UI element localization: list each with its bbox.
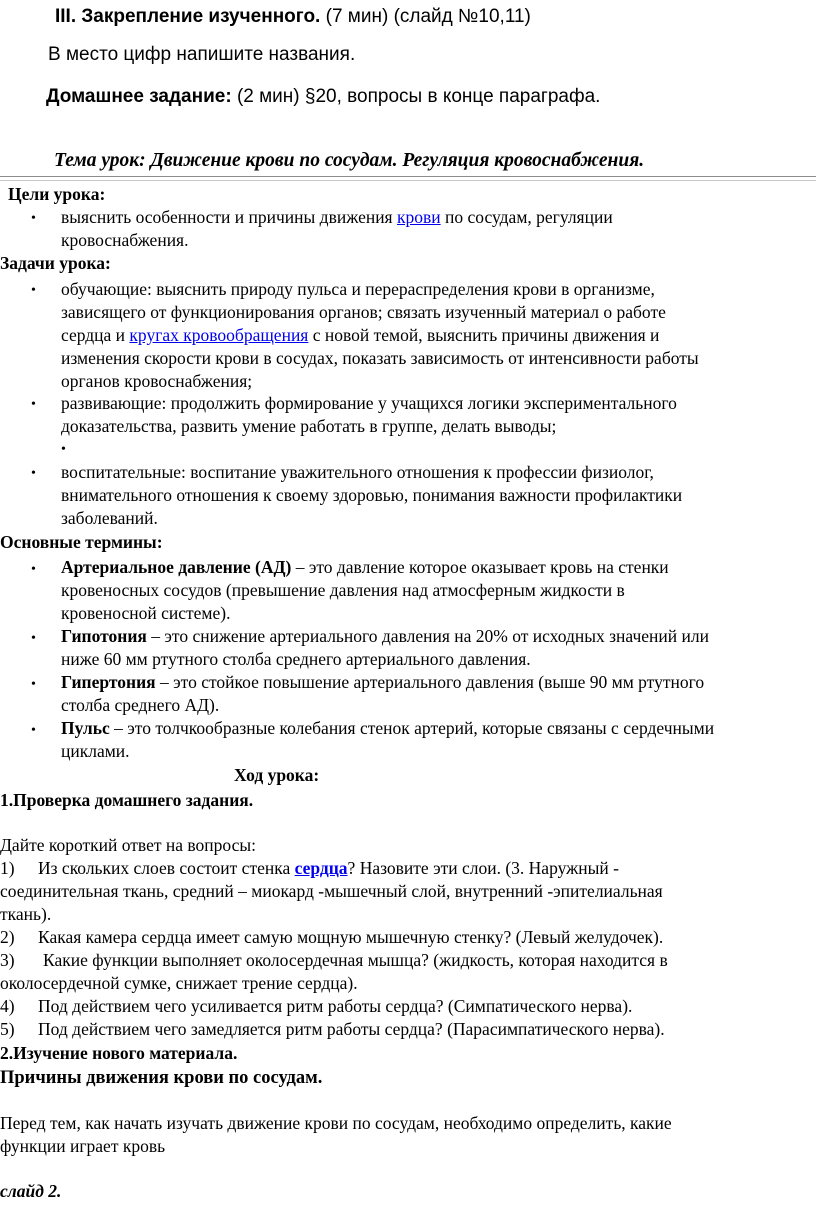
- bullet-icon: •: [31, 211, 36, 226]
- question-5-text: Под действием чего замедляется ритм работы сердца? (Парасимпатического нерва).: [38, 1019, 665, 1039]
- term-hyper-line-1: [61, 671, 704, 694]
- topic-divider-shadow: [0, 180, 816, 181]
- term-pulse-line-2: циклами.: [61, 741, 130, 761]
- section-3-heading: [55, 6, 531, 28]
- question-1-text: Из скольких слоев состоит стенка: [38, 858, 295, 878]
- task-2-line-1: развивающие: продолжить формирование у учащихся логики экспериментального: [61, 393, 677, 413]
- link-serdca[interactable]: сердца: [294, 858, 348, 878]
- bullet-icon: •: [31, 466, 36, 481]
- homework-details: (2 мин) §20, вопросы в конце параграфа.: [231, 86, 601, 107]
- section-3-title: III. Закрепление изученного.: [55, 6, 321, 27]
- question-5-num: 5): [0, 1019, 15, 1039]
- slide-label: слайд 2.: [0, 1181, 62, 1201]
- goal-text-end: по сосудам, регуляции: [440, 207, 613, 227]
- instruction-text: В место цифр напишите названия.: [48, 44, 356, 65]
- term-ad-line-1: [61, 556, 669, 579]
- term-ad-def: – это давление которое оказывает кровь на стенки: [291, 557, 669, 577]
- task-3-line-1: воспитательные: воспитание уважительного отношения к профессии физиолог,: [61, 462, 654, 482]
- term-pulse-line-1: [61, 717, 714, 740]
- term-hyper-def: – это стойкое повышение артериального давления (выше 90 мм ртутного: [155, 672, 705, 692]
- bullet-icon: •: [31, 677, 36, 692]
- term-ad-line-3: кровеносной системе).: [61, 603, 231, 623]
- question-2-text: Какая камера сердца имеет самую мощную мышечную стенку? (Левый желудочек).: [38, 927, 664, 947]
- term-ad-line-2: кровеносных сосудов (превышение давления над атмосферным жидкости в: [61, 580, 625, 600]
- term-hypo-line-1: [61, 625, 709, 648]
- question-3-line-2: околосердечной сумке, снижает трение сердца).: [0, 973, 358, 993]
- bullet-icon: •: [31, 631, 36, 646]
- short-answer-prompt: Дайте короткий ответ на вопросы:: [0, 835, 256, 855]
- goal-line-1: [61, 206, 613, 229]
- task-1-line-1: обучающие: выяснить природу пульса и перераспределения крови в организме,: [61, 279, 655, 299]
- section-3-details: (7 мин) (слайд №10,11): [320, 6, 531, 27]
- question-1-line-3: ткань).: [0, 904, 52, 924]
- task-1-line-3: [61, 324, 659, 347]
- task-3-line-3: заболеваний.: [61, 508, 158, 528]
- task-1-line-2: зависящего от функционирования органов; связать изученный материал о работе: [61, 302, 666, 322]
- task-1-line-4: изменения скорости крови в сосудах, показать зависимость от интенсивности работы: [61, 348, 699, 368]
- bullet-icon: •: [31, 723, 36, 738]
- question-1-line-1: [38, 857, 619, 880]
- question-1-num: 1): [0, 858, 15, 878]
- question-1-text-end: ? Назовите эти слои. (3. Наружный -: [347, 858, 619, 878]
- tasks-heading: Задачи урока:: [0, 253, 111, 273]
- task-text: сердца и: [61, 325, 130, 345]
- intro-line-1: Перед тем, как начать изучать движение крови по сосудам, необходимо определить, какие: [0, 1113, 672, 1133]
- question-2-num: 2): [0, 927, 15, 947]
- question-1-line-2: соединительная ткань, средний – миокард -мышечный слой, внутренний -эпителиальная: [0, 881, 663, 901]
- term-ad-title: Артериальное давление (АД): [61, 557, 292, 577]
- term-hypo-title: Гипотония: [61, 626, 147, 646]
- new-material-heading: 2.Изучение нового материала.: [0, 1043, 238, 1063]
- question-4-num: 4): [0, 996, 15, 1016]
- term-hyper-line-2: столба среднего АД).: [61, 695, 220, 715]
- bullet-icon: •: [61, 442, 66, 457]
- link-krugah-krovoobrashcheniya[interactable]: кругах кровообращения: [129, 325, 309, 345]
- link-krovi[interactable]: крови: [397, 207, 441, 227]
- question-3-num: 3): [0, 950, 15, 970]
- bullet-icon: •: [31, 283, 36, 298]
- bullet-icon: •: [31, 562, 36, 577]
- task-2-line-2: доказательства, развить умение работать в группе, делать выводы;: [61, 416, 557, 436]
- homework-label: Домашнее задание:: [46, 86, 232, 107]
- topic-divider: [0, 176, 816, 177]
- task-3-line-2: внимательного отношения к своему здоровью, понимания важности профилактики: [61, 485, 683, 505]
- lesson-topic: Тема урок: Движение крови по сосудам. Регуляция кровоснабжения.: [54, 150, 645, 171]
- homework-line: [46, 86, 600, 108]
- task-text-end: с новой темой, выяснить причины движения и: [308, 325, 660, 345]
- term-pulse-title: Пульс: [61, 718, 110, 738]
- intro-line-2: функции играет кровь: [0, 1136, 166, 1156]
- goal-text: выяснить особенности и причины движения: [61, 207, 397, 227]
- terms-heading: Основные термины:: [0, 532, 163, 552]
- term-hyper-title: Гипертония: [61, 672, 156, 692]
- question-4-text: Под действием чего усиливается ритм работы сердца? (Симпатического нерва).: [38, 996, 633, 1016]
- task-1-line-5: органов кровоснабжения;: [61, 371, 253, 391]
- term-hypo-line-2: ниже 60 мм ртутного столба среднего артериального давления.: [61, 649, 531, 669]
- homework-check-heading: 1.Проверка домашнего задания.: [0, 790, 254, 810]
- term-hypo-def: – это снижение артериального давления на 20% от исходных значений или: [146, 626, 709, 646]
- question-3-text: Какие функции выполняет околосердечная мышца? (жидкость, которая находится в: [43, 950, 668, 970]
- goals-heading: Цели урока:: [8, 184, 106, 204]
- goal-line-2: кровоснабжения.: [61, 230, 189, 250]
- causes-heading: Причины движения крови по сосудам.: [0, 1068, 323, 1088]
- term-pulse-def: – это толчкообразные колебания стенок артерий, которые связаны с сердечными: [109, 718, 715, 738]
- bullet-icon: •: [31, 397, 36, 412]
- course-heading: Ход урока:: [234, 765, 320, 785]
